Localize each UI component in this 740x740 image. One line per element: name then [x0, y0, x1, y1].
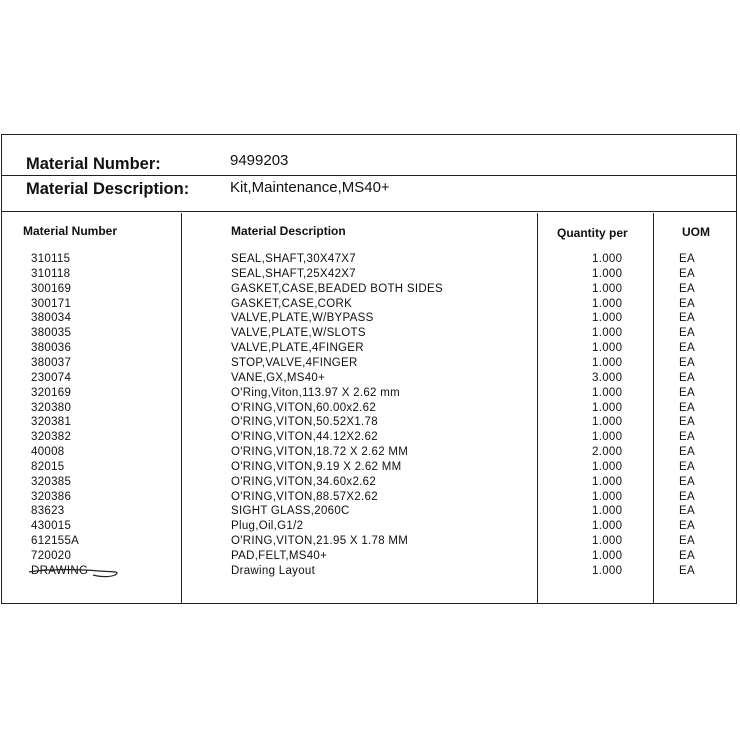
uom-cell: EA: [679, 401, 695, 414]
header-divider: [2, 175, 736, 176]
material-description-cell: VANE,GX,MS40+: [231, 371, 326, 384]
quantity-cell: 1.000: [592, 475, 623, 488]
material-description-value: Kit,Maintenance,MS40+: [230, 179, 390, 196]
quantity-cell: 1.000: [592, 312, 623, 325]
quantity-cell: 1.000: [592, 460, 623, 473]
table-row: [2, 565, 736, 580]
material-number-cell: 380034: [31, 312, 72, 325]
material-number-cell: 230074: [31, 371, 72, 384]
column-header-uom: UOM: [682, 225, 710, 239]
material-number-cell: 720020: [31, 550, 72, 562]
material-description-cell: VALVE,PLATE,4FINGER: [231, 342, 364, 355]
table-row: [2, 505, 736, 520]
column-header-material-number: Material Number: [23, 224, 118, 238]
quantity-cell: 1.000: [592, 490, 623, 503]
material-description-cell: O'RING,VITON,21.95 X 1.78 MM: [231, 535, 409, 548]
table-row: [2, 342, 736, 357]
material-description-cell: GASKET,CASE,CORK: [231, 297, 353, 310]
quantity-cell: 1.000: [592, 416, 623, 429]
material-description-cell: O'RING,VITON,44.12X2.62: [231, 431, 378, 444]
table-row: [2, 268, 736, 283]
quantity-cell: 1.000: [592, 520, 623, 533]
uom-cell: EA: [679, 475, 695, 488]
table-row: [2, 312, 736, 327]
table-row: [2, 520, 736, 535]
material-number-cell: 380035: [31, 327, 72, 340]
table-row: [2, 253, 736, 268]
uom-cell: EA: [679, 520, 695, 533]
table-row: [2, 387, 736, 402]
uom-cell: EA: [679, 460, 695, 473]
material-description-cell: SIGHT GLASS,2060C: [231, 505, 350, 518]
material-number-cell: 380036: [31, 342, 72, 355]
uom-cell: EA: [679, 505, 695, 518]
material-number-cell: 320382: [31, 431, 72, 444]
material-sheet: [1, 134, 737, 604]
material-description-cell: VALVE,PLATE,W/SLOTS: [231, 327, 366, 340]
table-row: [2, 476, 736, 491]
table-row: [2, 535, 736, 550]
material-number-cell: 320385: [31, 475, 72, 488]
table-top-divider: [2, 211, 736, 212]
uom-cell: EA: [679, 490, 695, 503]
material-number-cell: 380037: [31, 356, 72, 369]
material-description-cell: O'RING,VITON,60.00x2.62: [231, 401, 377, 414]
uom-cell: EA: [679, 253, 695, 265]
strikethrough-scribble-icon: [27, 563, 127, 581]
quantity-cell: 1.000: [592, 401, 623, 414]
quantity-cell: 1.000: [592, 505, 623, 518]
material-number-cell: 320169: [31, 386, 72, 399]
material-number-cell: 82015: [31, 460, 65, 473]
material-number-cell: 310118: [31, 267, 71, 280]
uom-cell: EA: [679, 312, 695, 325]
table-row: [2, 372, 736, 387]
table-row: [2, 416, 736, 431]
quantity-cell: 3.000: [592, 371, 623, 384]
quantity-cell: 1.000: [592, 431, 623, 444]
column-header-material-description: Material Description: [231, 224, 346, 238]
quantity-cell: 1.000: [592, 253, 623, 265]
quantity-cell: 1.000: [592, 550, 623, 562]
material-number-value: 9499203: [230, 152, 289, 169]
material-description-cell: PAD,FELT,MS40+: [231, 550, 328, 562]
material-number-cell: 310115: [31, 253, 71, 265]
uom-cell: EA: [679, 416, 695, 429]
uom-cell: EA: [679, 267, 695, 280]
uom-cell: EA: [679, 446, 695, 459]
quantity-cell: 1.000: [592, 327, 623, 340]
material-number-cell: 320380: [31, 401, 72, 414]
uom-cell: EA: [679, 371, 695, 384]
quantity-cell: 1.000: [592, 342, 623, 355]
table-row: [2, 431, 736, 446]
uom-cell: EA: [679, 535, 695, 548]
material-description-cell: O'RING,VITON,50.52X1.78: [231, 416, 378, 429]
material-number-cell: 40008: [31, 446, 65, 459]
material-description-cell: SEAL,SHAFT,30X47X7: [231, 253, 356, 265]
table-row: [2, 446, 736, 461]
material-number-label: Material Number:: [26, 155, 161, 173]
struck-material-number: DRAWING: [31, 564, 89, 577]
material-description-cell: O'Ring,Viton,113.97 X 2.62 mm: [231, 386, 401, 399]
uom-cell: EA: [679, 297, 695, 310]
material-number-cell: 300171: [31, 297, 72, 310]
material-description-cell: O'RING,VITON,18.72 X 2.62 MM: [231, 446, 409, 459]
uom-cell: EA: [679, 564, 695, 577]
table-row: [2, 283, 736, 298]
table-row: [2, 402, 736, 417]
material-number-cell: 83623: [31, 505, 65, 518]
uom-cell: EA: [679, 356, 695, 369]
material-description-cell: Drawing Layout: [231, 564, 316, 577]
uom-cell: EA: [679, 282, 695, 295]
material-description-label: Material Description:: [26, 180, 190, 198]
material-description-cell: VALVE,PLATE,W/BYPASS: [231, 312, 374, 325]
material-number-cell: 320386: [31, 490, 72, 503]
quantity-cell: 1.000: [592, 267, 623, 280]
table-row: [2, 461, 736, 476]
quantity-cell: 2.000: [592, 446, 623, 459]
quantity-cell: 1.000: [592, 535, 623, 548]
material-description-cell: O'RING,VITON,34.60x2.62: [231, 475, 377, 488]
quantity-cell: 1.000: [592, 564, 623, 577]
quantity-cell: 1.000: [592, 282, 623, 295]
material-description-cell: Plug,Oil,G1/2: [231, 520, 304, 533]
uom-cell: EA: [679, 342, 695, 355]
material-number-cell: 320381: [31, 416, 72, 429]
uom-cell: EA: [679, 550, 695, 562]
material-number-cell: 430015: [31, 520, 72, 533]
uom-cell: EA: [679, 431, 695, 444]
table-row: [2, 491, 736, 506]
quantity-cell: 1.000: [592, 356, 623, 369]
table-row: [2, 357, 736, 372]
column-header-quantity: Quantity per: [557, 226, 628, 240]
table-row: [2, 298, 736, 313]
material-number-cell: 300169: [31, 282, 72, 295]
material-description-cell: SEAL,SHAFT,25X42X7: [231, 267, 356, 280]
uom-cell: EA: [679, 327, 695, 340]
material-description-cell: O'RING,VITON,88.57X2.62: [231, 490, 378, 503]
quantity-cell: 1.000: [592, 297, 623, 310]
material-description-cell: GASKET,CASE,BEADED BOTH SIDES: [231, 282, 443, 295]
table-row: [2, 327, 736, 342]
material-number-cell: 612155A: [31, 535, 80, 548]
material-description-cell: STOP,VALVE,4FINGER: [231, 356, 358, 369]
uom-cell: EA: [679, 386, 695, 399]
material-description-cell: O'RING,VITON,9.19 X 2.62 MM: [231, 460, 402, 473]
quantity-cell: 1.000: [592, 386, 623, 399]
